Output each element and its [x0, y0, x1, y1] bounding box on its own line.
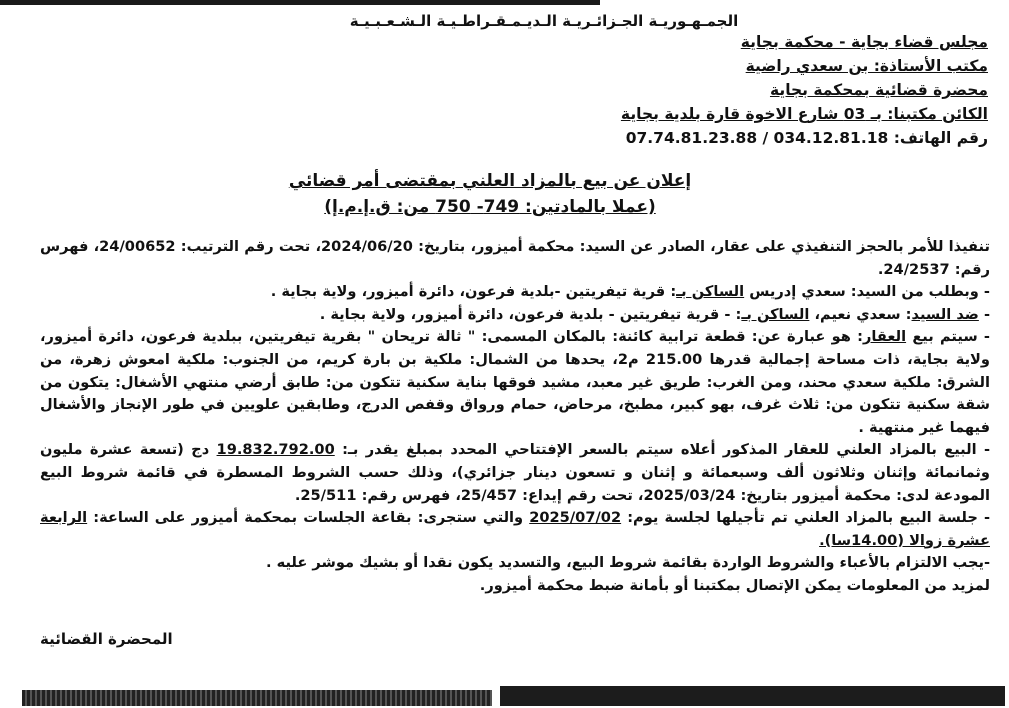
price-details: دج (تسعة عشرة مليون وثمانمائة وإثنان وثلاثون ألف وسبعمائة و إثنان و تسعون دينار جزائري)، وذلك حسب الشروط المسطرة في قائمة شروط البيع المودعة لدى: محكمة أميزور بتاريخ: 2025/03/24، تحت رقم إيداع: 25/457، فهرس رقم: 25/511.	[40, 441, 990, 504]
requester-address: : قرية تيفريتين -بلدية فرعون، دائرة أميزور، ولاية بجاية .	[270, 283, 677, 301]
title-line-2: (عملا بالمادتين: 749- 750 من: ق.إ.م.إ)	[324, 197, 656, 217]
address-line: الكائن مكتبنا: بـ 03 شارع الاخوة قارة بلدية بجاية	[620, 105, 988, 123]
paragraph-requester	[40, 281, 990, 304]
session-place: والتي ستجرى: بقاعة الجلسات بمحكمة أميزور على الساعة:	[87, 509, 530, 527]
price-prefix: - البيع بالمزاد العلني للعقار المذكور أعلاه سيتم بالسعر الإفتتاحي المحدد بمبلغ يقدر بـ:	[334, 441, 990, 459]
office-line: مكتب الأستاذة: بن سعدي راضية	[745, 57, 988, 75]
paragraph-order: تنفيذا للأمر بالحجز التنفيذي على عقار، الصادر عن السيد: محكمة أميزور، بتاريخ: 2024/06/20، تحت رقم الترتيب: 24/00652، فهرس رقم: 24/2537.	[40, 238, 990, 278]
title-line-1: إعلان عن بيع بالمزاد العلني بمقتضى أمر قضائي	[288, 171, 692, 191]
letterhead	[40, 12, 988, 150]
paragraph-session	[40, 507, 990, 552]
against-address: : - قرية تيفريتين - بلدية فرعون، دائرة أميزور، ولاية بجاية .	[319, 305, 742, 323]
scan-bottom-edge-left	[22, 690, 492, 706]
phone-label: رقم الهاتف:	[893, 129, 988, 147]
property-label: العقار	[862, 328, 907, 346]
signature: المحضرة القضائية	[40, 630, 173, 648]
phone-numbers: 07.74.81.23.88 / 034.12.81.18	[625, 129, 889, 147]
session-time: الرابعة عشرة زوالا (14.00سا).	[40, 509, 990, 549]
scan-top-edge	[0, 0, 600, 5]
property-prefix: - سيتم بيع	[906, 328, 990, 346]
paragraph-price	[40, 439, 990, 507]
requester-resident: الساكن بـ	[676, 283, 745, 301]
announcement-title	[250, 168, 730, 220]
against-name: : سعدي نعيم،	[809, 305, 912, 323]
against-dash: -	[978, 305, 990, 323]
paragraph-conditions: -يجب الالتزام بالأعباء والشروط الواردة بقائمة شروط البيع، والتسديد يكون نقدا أو بشيك موشر عليه .	[265, 554, 990, 572]
session-prefix: - جلسة البيع بالمزاد العلني تم تأجيلها لجلسة يوم:	[621, 509, 990, 527]
requester-text: - وبطلب من السيد: سعدي إدريس	[744, 283, 990, 301]
price-amount: 19.832.792.00	[216, 441, 335, 459]
scan-bottom-edge-right	[500, 686, 1005, 706]
session-date: 2025/07/02	[529, 509, 622, 527]
paragraph-against	[40, 304, 990, 327]
paragraph-contact: لمزيد من المعلومات يمكن الإتصال بمكتبنا أو بأمانة ضبط محكمة أميزور.	[479, 576, 990, 594]
against-resident: الساكن بـ	[741, 305, 810, 323]
council-line: مجلس قضاء بجاية - محكمة بجاية	[740, 33, 988, 51]
bailiff-line: محضرة قضائية بمحكمة بجاية	[769, 81, 988, 99]
phone-line	[40, 126, 988, 150]
property-description: : هو عبارة عن: قطعة ترابية كائنة: بالمكان المسمى: " ثالة تريحان " بقرية تيفريتين، ببلدية فرعون، دائرة أميزور، ولاية بجاية، ذات مساحة إجمالية قدرها 215.00 م2، يحدها من الشمال: ملكية بن بارة كريم، من الجنوب: ملكية امعوش زهرة، من الشرق: ملكية سعدي محند، ومن الغرب: طريق غير معبد، مشيد فوقها بناية سكنية تتكون من: طابق أرضي منتهي الأشغال: يتكون من شقة سكنية تتكون من: ثلاث غرف، بهو كبير، مطبخ، مرحاض، حمام ورواق وقفص الدرج، وطابقين علويين في طور الإنجاز والأشغال فيهما غير منتهية .	[40, 328, 990, 436]
against-label: ضد السيد	[911, 305, 979, 323]
republic-title: الجمـهـوريـة الجـزائـريـة الـديـمـقـراطـيـة الـشـعـبـيـة	[349, 12, 739, 30]
announcement-body	[40, 236, 990, 598]
paragraph-property	[40, 326, 990, 439]
